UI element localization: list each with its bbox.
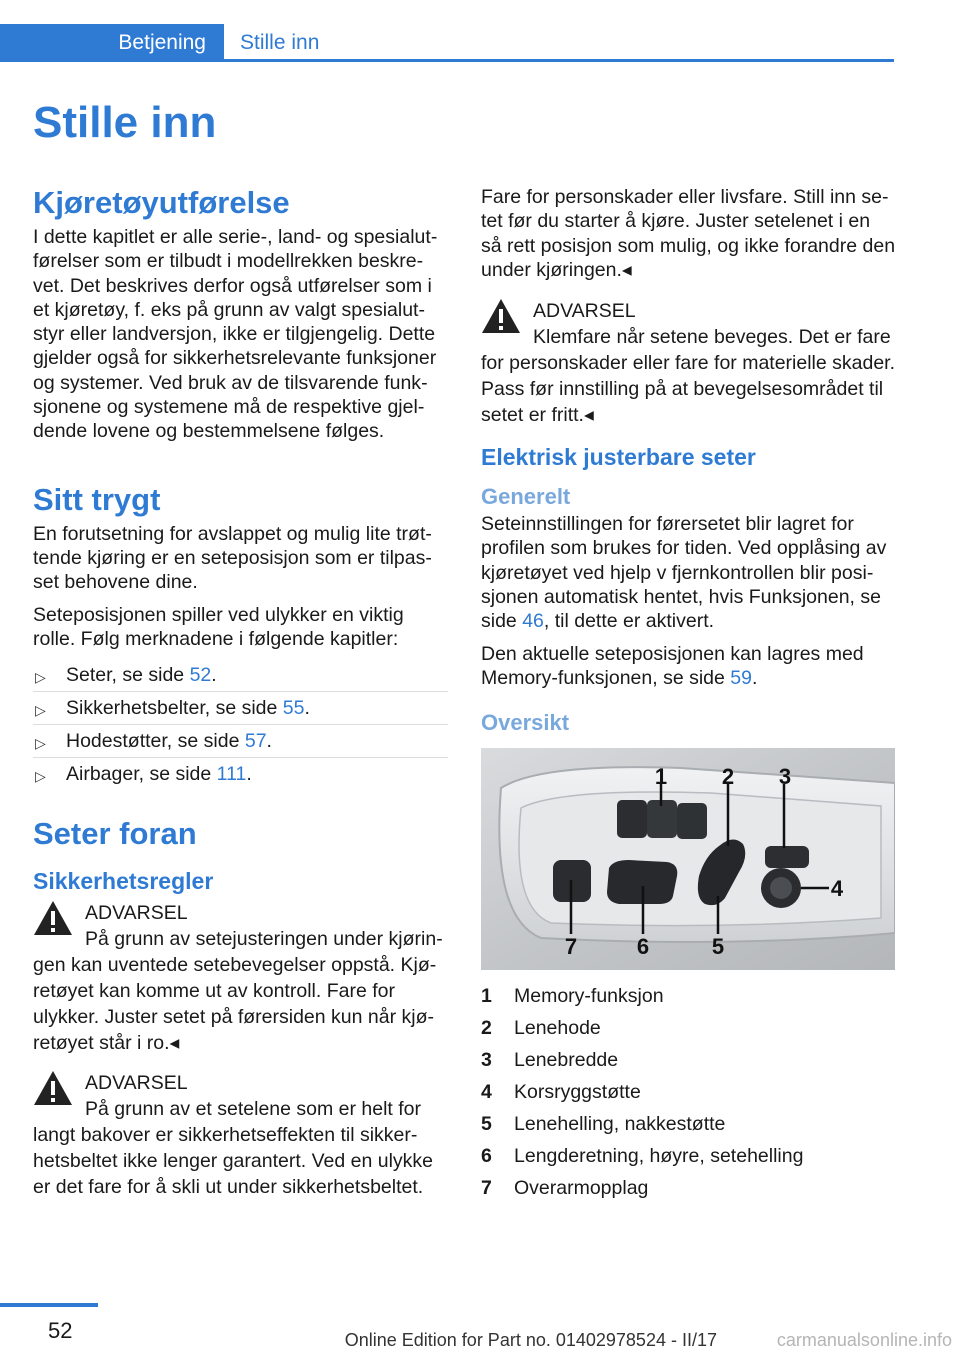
list-item: 2 Lenehode bbox=[481, 1017, 601, 1040]
sitt-paragraph-2: Seteposisjonen spiller ved ulykker en viktig rolle. Følg merknadene i følgende kapitler: bbox=[33, 603, 404, 650]
tab-stille-inn[interactable]: Stille inn bbox=[240, 31, 320, 54]
kjoretoy-paragraph: I dette kapitlet er alle serie-, land- og spesialutførelser som er tilbudt i modellrekken beskrevet. Det beskrives derfor også utførelser som i et kjøretøy, f. eks på grunn av valgt spesialutstyr eller landversjon, ikke er tilgjengelig. Dette gjelder også for sikkerhetsrelevante funksjoner og systemer. Ved bruk av de tilsvarende funksjonene og systemene må de respektive gjeldende lovene og bestemmelsene følges. bbox=[33, 226, 438, 443]
list-item: ▷ Hodestøtter, se side 57. bbox=[33, 725, 448, 758]
heading-generelt: Generelt bbox=[481, 484, 571, 510]
generelt-paragraph-2: Den aktuelle seteposisjonen kan lagres med Memory-funksjonen, se side 59. bbox=[481, 642, 864, 689]
warning-triangle-icon bbox=[481, 298, 521, 334]
warning-block-2 bbox=[33, 1070, 448, 1200]
triangle-bullet-icon: ▷ bbox=[35, 669, 46, 686]
callout-3: 3 bbox=[778, 764, 792, 790]
page-link-111[interactable]: 111 bbox=[216, 763, 247, 786]
figure-legend bbox=[481, 980, 896, 1204]
tab-betjening[interactable] bbox=[0, 24, 224, 62]
list-item: 7 Overarmopplag bbox=[481, 1177, 649, 1200]
warning-title: ADVARSEL bbox=[85, 902, 188, 925]
page-link-55[interactable]: 55 bbox=[282, 697, 305, 720]
list-item: 5 Lenehelling, nakkestøtte bbox=[481, 1113, 726, 1136]
triangle-bullet-icon: ▷ bbox=[35, 702, 46, 719]
edition-text: Online Edition for Part no. 01402978524 - II/17 bbox=[344, 1330, 717, 1350]
warning-triangle-icon bbox=[33, 900, 73, 936]
heading-oversikt: Oversikt bbox=[481, 710, 570, 736]
heading-kjoretoyutforelse: Kjøretøyutførelse bbox=[33, 185, 290, 220]
list-item: 3 Lenebredde bbox=[481, 1049, 619, 1072]
list-item: 4 Korsryggstøtte bbox=[481, 1081, 641, 1104]
page-title: Stille inn bbox=[33, 98, 217, 147]
left-column bbox=[33, 185, 448, 1214]
page-link-46[interactable]: 46 bbox=[522, 610, 544, 633]
triangle-bullet-icon: ▷ bbox=[35, 735, 46, 752]
tab-betjening-label: Betjening bbox=[118, 31, 206, 54]
page-link-52[interactable]: 52 bbox=[189, 664, 212, 687]
warning-text: Klemfare når setene beveges. Det er fare for personskader eller fare for materielle skader. Pass før innstilling på at bevegelsesområdet til setet er fritt.◂ bbox=[481, 326, 896, 427]
list-item: 1 Memory-funksjon bbox=[481, 985, 664, 1008]
page-number: 52 bbox=[48, 1318, 73, 1343]
continued-warning-text: Fare for personskader eller livsfare. Still inn setet før du starter å kjøre. Juster setelenet i en så rett posisjon som mulig, og ikke forandre den under kjøringen.◂ bbox=[481, 186, 896, 281]
page-header bbox=[0, 0, 894, 62]
warning-block-3 bbox=[481, 298, 896, 428]
callout-7: 7 bbox=[564, 934, 578, 960]
page-link-59[interactable]: 59 bbox=[730, 666, 752, 689]
heading-seter-foran: Seter foran bbox=[33, 816, 197, 852]
seat-controls-figure bbox=[481, 748, 895, 970]
list-item: 6 Lengderetning, høyre, setehelling bbox=[481, 1145, 804, 1168]
warning-title: ADVARSEL bbox=[533, 300, 636, 323]
callout-5: 5 bbox=[711, 934, 725, 960]
reference-list bbox=[33, 659, 448, 790]
page-link-57[interactable]: 57 bbox=[244, 730, 267, 753]
sitt-paragraph-1: En forutsetning for avslappet og mulig lite trøttende kjøring er en seteposisjon som er tilpasset behovene dine. bbox=[33, 522, 432, 594]
warning-triangle-icon bbox=[33, 1070, 73, 1106]
warning-text: På grunn av setejusteringen under kjøringen kan uventede setebevegelser oppstå. Kjøretøyet kan komme ut av kontroll. Fare for ulykker. Juster setet på førersiden kun når kjøretøyet står i ro.◂ bbox=[33, 928, 443, 1055]
callout-2: 2 bbox=[721, 764, 735, 790]
generelt-paragraph-1: Seteinnstillingen for førersetet blir lagret for profilen som brukes for tiden. Ved opplåsing av kjøretøyet ved hjelp v fjernkontrollen blir posisjonen automatisk hentet, hvis Funksjonen, se side 46, til dette er aktivert. bbox=[481, 513, 887, 633]
callout-6: 6 bbox=[636, 934, 650, 960]
callout-4: 4 bbox=[830, 876, 844, 902]
watermark: carmanualsonline.info bbox=[776, 1330, 952, 1350]
heading-sikkerhetsregler: Sikkerhetsregler bbox=[33, 868, 214, 895]
triangle-bullet-icon: ▷ bbox=[35, 768, 46, 785]
warning-title: ADVARSEL bbox=[85, 1072, 188, 1095]
right-column bbox=[481, 185, 896, 1204]
list-item: ▷ Airbager, se side 111. bbox=[33, 758, 448, 790]
header-rule bbox=[224, 59, 894, 62]
heading-elektrisk-justerbare-seter: Elektrisk justerbare seter bbox=[481, 444, 756, 471]
warning-block-1 bbox=[33, 900, 448, 1056]
heading-sitt-trygt: Sitt trygt bbox=[33, 481, 161, 517]
callout-1: 1 bbox=[654, 764, 668, 790]
seat-controls-illustration bbox=[481, 748, 895, 970]
warning-text: På grunn av et setelene som er helt for langt bakover er sikkerhetseffekten til sikkerhetsbeltet ikke lenger garantert. Ved en ulykke er det fare for å skli ut under sikkerhetsbeltet. bbox=[33, 1098, 433, 1199]
list-item: ▷ Seter, se side 52. bbox=[33, 659, 448, 692]
list-item: ▷ Sikkerhetsbelter, se side 55. bbox=[33, 692, 448, 725]
footer-rule bbox=[0, 1303, 98, 1307]
